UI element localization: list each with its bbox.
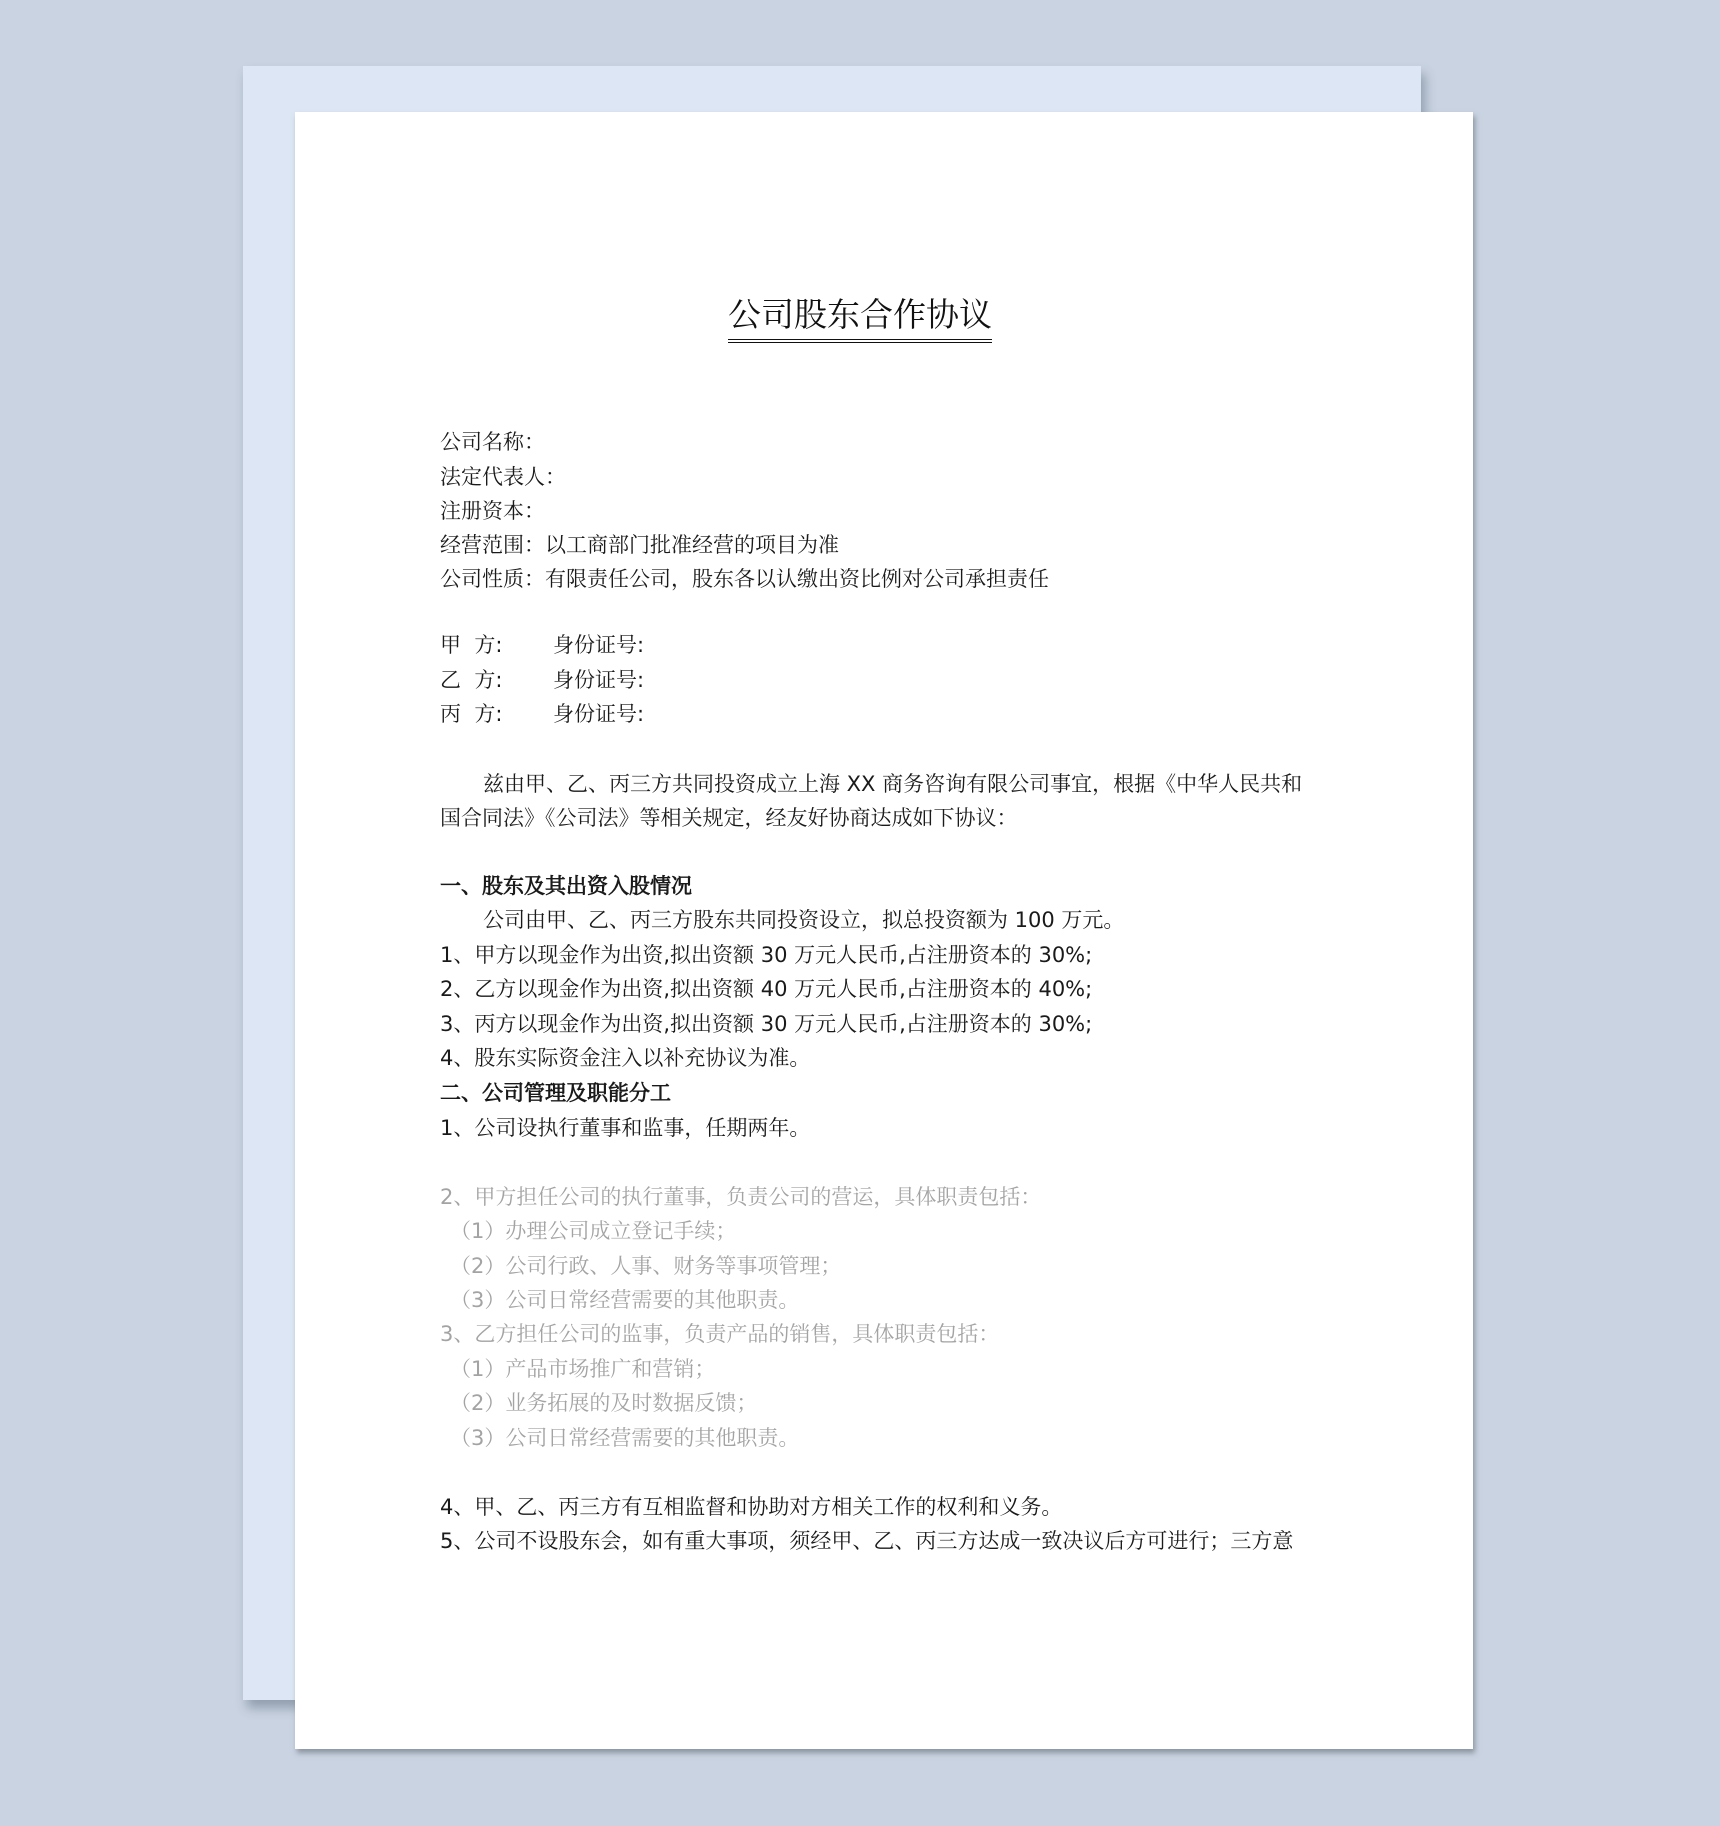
party-label: 甲 方: bbox=[440, 633, 503, 657]
field-value: 以工商部门批准经营的项目为准 bbox=[545, 533, 839, 557]
section-2-item-3: 3、乙方担任公司的监事，负责产品的销售，具体职责包括： bbox=[440, 1322, 1000, 1346]
party-a-row bbox=[440, 630, 645, 660]
section-1-item: 4、股东实际资金注入以补充协议为准。 bbox=[440, 1046, 811, 1070]
section-2-subitem: （3）公司日常经营需要的其他职责。 bbox=[450, 1426, 800, 1450]
section-1-item: 2、乙方以现金作为出资,拟出资额 40 万元人民币,占注册资本的 40%; bbox=[440, 977, 1093, 1001]
field-value: 有限责任公司，股东各以认缴出资比例对公司承担责任 bbox=[545, 567, 1049, 591]
field-company-type bbox=[440, 564, 1049, 594]
section-2-subitem: （2）业务拓展的及时数据反馈； bbox=[450, 1391, 758, 1415]
party-label: 丙 方: bbox=[440, 702, 503, 726]
section-2-item-4: 4、甲、乙、丙三方有互相监督和协助对方相关工作的权利和义务。 bbox=[440, 1495, 1063, 1519]
field-label: 注册资本： bbox=[440, 499, 545, 523]
field-legal-representative bbox=[440, 462, 566, 492]
field-label: 法定代表人： bbox=[440, 465, 566, 489]
section-2-subitem: （2）公司行政、人事、财务等事项管理； bbox=[450, 1254, 842, 1278]
section-2-subitem: （3）公司日常经营需要的其他职责。 bbox=[450, 1288, 800, 1312]
section-2-item-5: 5、公司不设股东会，如有重大事项，须经甲、乙、丙三方达成一致决议后方可进行；三方意 bbox=[440, 1529, 1294, 1553]
field-business-scope bbox=[440, 530, 839, 560]
section-1-item: 3、丙方以现金作为出资,拟出资额 30 万元人民币,占注册资本的 30%; bbox=[440, 1012, 1093, 1036]
section-1-item: 1、甲方以现金作为出资,拟出资额 30 万元人民币,占注册资本的 30%; bbox=[440, 943, 1093, 967]
section-2-subitem: （1）产品市场推广和营销； bbox=[450, 1357, 716, 1381]
id-number-label: 身份证号: bbox=[553, 633, 645, 657]
field-label: 公司性质： bbox=[440, 567, 545, 591]
id-number-label: 身份证号: bbox=[553, 702, 645, 726]
preamble-line-1: 兹由甲、乙、丙三方共同投资成立上海 XX 商务咨询有限公司事宜，根据《中华人民共和 bbox=[483, 772, 1303, 796]
section-2-item-2: 2、甲方担任公司的执行董事，负责公司的营运，具体职责包括： bbox=[440, 1185, 1042, 1209]
section-1-heading: 一、股东及其出资入股情况 bbox=[440, 874, 692, 898]
section-1-intro: 公司由甲、乙、丙三方股东共同投资设立，拟总投资额为 100 万元。 bbox=[483, 908, 1125, 932]
id-number-label: 身份证号: bbox=[553, 668, 645, 692]
section-2-item-1: 1、公司设执行董事和监事，任期两年。 bbox=[440, 1116, 811, 1140]
party-c-row bbox=[440, 699, 645, 729]
party-label: 乙 方: bbox=[440, 668, 503, 692]
preamble-line-2: 国合同法》《公司法》等相关规定，经友好协商达成如下协议： bbox=[440, 806, 1018, 830]
document-title bbox=[0, 293, 1720, 343]
party-b-row bbox=[440, 665, 645, 695]
field-label: 公司名称： bbox=[440, 430, 545, 454]
section-2-subitem: （1）办理公司成立登记手续； bbox=[450, 1219, 737, 1243]
field-label: 经营范围： bbox=[440, 533, 545, 557]
section-2-heading: 二、公司管理及职能分工 bbox=[440, 1081, 671, 1105]
field-company-name bbox=[440, 427, 545, 457]
document-title-text: 公司股东合作协议 bbox=[728, 293, 992, 343]
field-registered-capital bbox=[440, 496, 545, 526]
